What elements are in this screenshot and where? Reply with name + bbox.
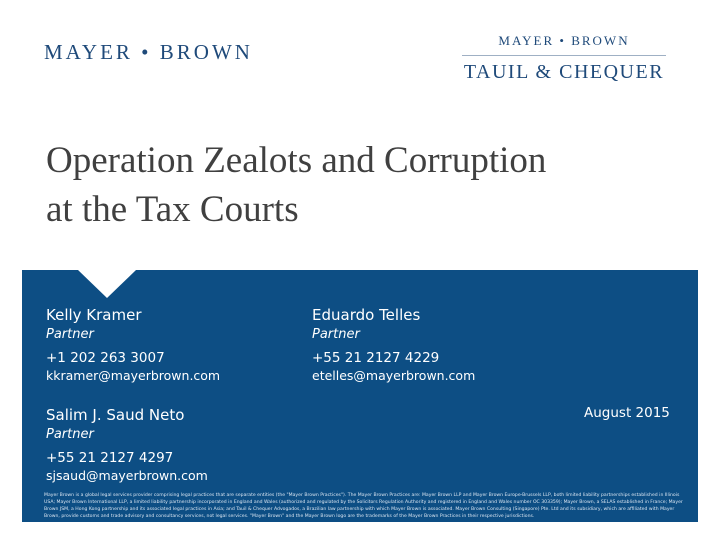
presenter-role: Partner (46, 327, 94, 342)
slide-title-line-2: at the Tax Courts (46, 189, 299, 230)
logo-bottom-text: TAUIL & CHEQUER (463, 61, 665, 83)
presenter-name: Salim J. Saud Neto (46, 406, 185, 424)
mayer-brown-logo: MAYER • BROWN (44, 40, 253, 64)
presenter-email: etelles@mayerbrown.com (312, 368, 476, 383)
presenter-phone: +1 202 263 3007 (46, 350, 165, 366)
presenter-phone: +55 21 2127 4229 (312, 350, 440, 366)
logo-divider (462, 55, 666, 56)
presenter-phone: +55 21 2127 4297 (46, 450, 174, 466)
slide-title (46, 136, 686, 234)
logo-top-text: MAYER • BROWN (498, 33, 630, 48)
band-notch (78, 270, 136, 298)
mayer-brown-tauil-chequer-logo (458, 33, 670, 84)
presenter-name: Eduardo Telles (312, 306, 421, 324)
presenter-email: sjsaud@mayerbrown.com (46, 468, 208, 483)
presenter-role: Partner (312, 327, 360, 342)
presenter-email: kkramer@mayerbrown.com (46, 368, 221, 383)
slide-title-line-1: Operation Zealots and Corruption (46, 140, 547, 181)
presentation-date: August 2015 (584, 405, 670, 421)
presenter-role: Partner (46, 427, 94, 442)
presenter-name: Kelly Kramer (46, 306, 142, 324)
legal-disclaimer: Mayer Brown is a global legal services provider comprising legal practices that are separate entities (the "Mayer Brown Practices"). The Mayer Brown Practices are: Mayer Brown LLP and Mayer Brown Europe-Brussels LLP, both limited liability partnerships established in Illinois USA; Mayer Brown International LLP, a limited liability partnership incorporated in England and Wales (authorized and regulated by the Solicitors Regulation Authority and registered in England and Wales number OC 303359); Mayer Brown, a SELAS established in France; Mayer Brown JSM, a Hong Kong partnership and its associated legal practices in Asia; and Tauil & Chequer Advogados, a Brazilian law partnership with which Mayer Brown is associated. Mayer Brown Consulting (Singapore) Pte. Ltd and its subsidiary, which are affiliated with Mayer Brown, provide customs and trade advisory and consultancy services, not legal services. "Mayer Brown" and the Mayer Brown logo are the trademarks of the Mayer Brown Practices in their respective jurisdictions. (44, 493, 683, 519)
